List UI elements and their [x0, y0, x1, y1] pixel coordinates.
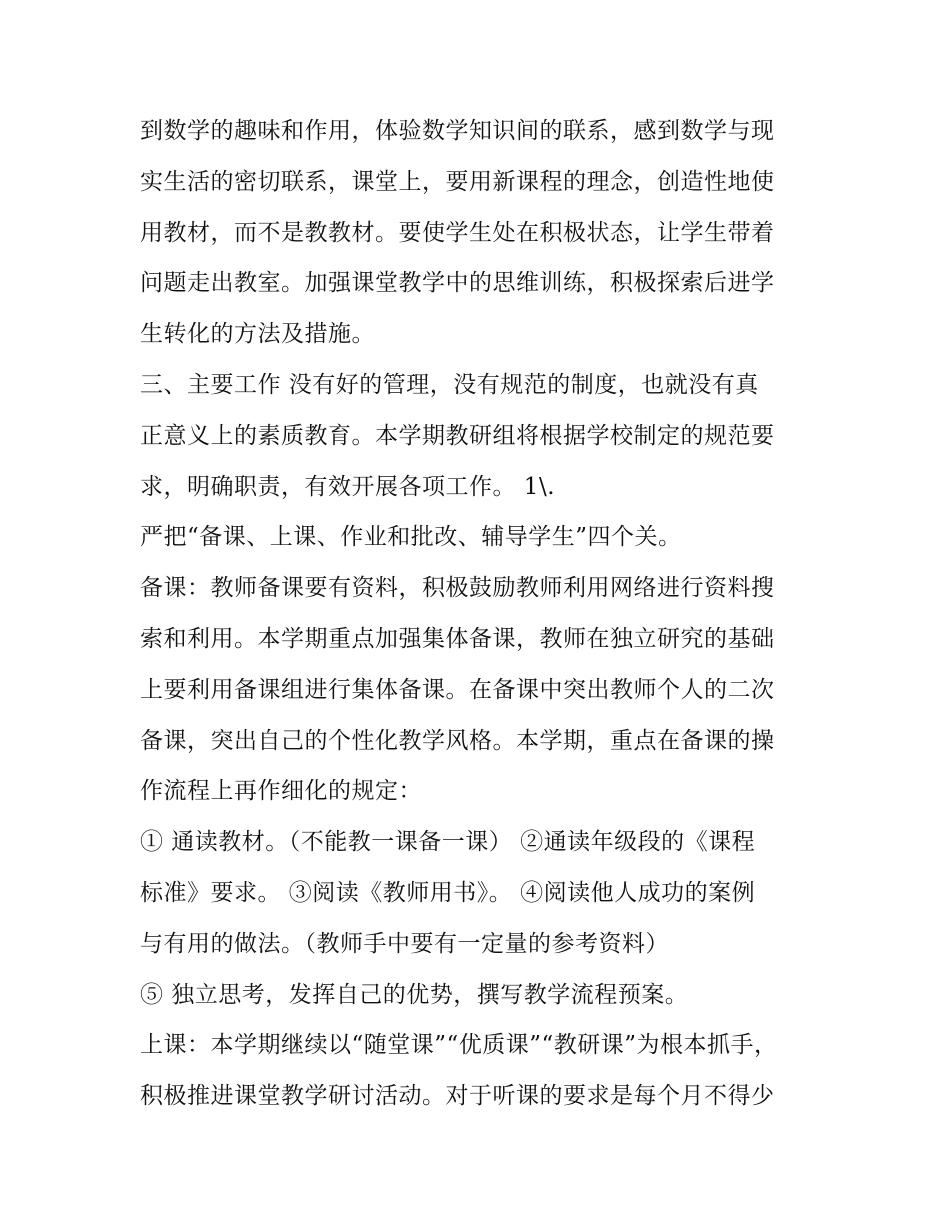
text-line: 生转化的方法及措施。 [140, 321, 375, 348]
text-line: 与有用的做法。（教师手中要有一定量的参考资料） [140, 930, 669, 957]
text-line: 问题走出教室。加强课堂教学中的思维训练，积极探索后进学 [140, 270, 775, 297]
text-line: 上要利用备课组进行集体备课。在备课中突出教师个人的二次 [140, 676, 775, 703]
text-line: 严把“备课、上课、作业和批改、辅导学生”四个关。 [140, 524, 682, 551]
text-line: 正意义上的素质教育。本学期教研组将根据学校制定的规范要 [140, 422, 775, 449]
text-line: 求，明确职责，有效开展各项工作。 1\. [140, 473, 556, 500]
text-line: 到数学的趣味和作用，体验数学知识间的联系，感到数学与现 [140, 118, 775, 144]
text-line: 索和利用。本学期重点加强集体备课，教师在独立研究的基础 [140, 625, 775, 652]
text-line: 作流程上再作细化的规定： [140, 778, 422, 805]
section-heading-line: 三、主要工作 没有好的管理，没有规范的制度，也就没有真 [140, 371, 759, 398]
text-line: 备课：教师备课要有资料，积极鼓励教师利用网络进行资料搜 [140, 575, 775, 602]
text-line: 上课：本学期继续以“随堂课”“优质课”“教研课”为根本抓手， [140, 1032, 778, 1059]
text-line: 标准》要求。 ③阅读《教师用书》。 ④阅读他人成功的案例 [140, 879, 756, 906]
document-body [140, 106, 820, 1122]
text-line: 实生活的密切联系，课堂上，要用新课程的理念，创造性地使 [140, 168, 775, 195]
text-line: ① 通读教材。（不能教一课备一课） ②通读年级段的《课程 [140, 829, 756, 856]
text-line: 积极推进课堂教学研讨活动。对于听课的要求是每个月不得少 [140, 1083, 775, 1110]
text-line: 用教材，而不是教教材。要使学生处在积极状态，让学生带着 [140, 219, 775, 246]
text-line: ⑤ 独立思考，发挥自己的优势，撰写教学流程预案。 [140, 981, 689, 1008]
text-line: 备课，突出自己的个性化教学风格。本学期，重点在备课的操 [140, 727, 775, 754]
